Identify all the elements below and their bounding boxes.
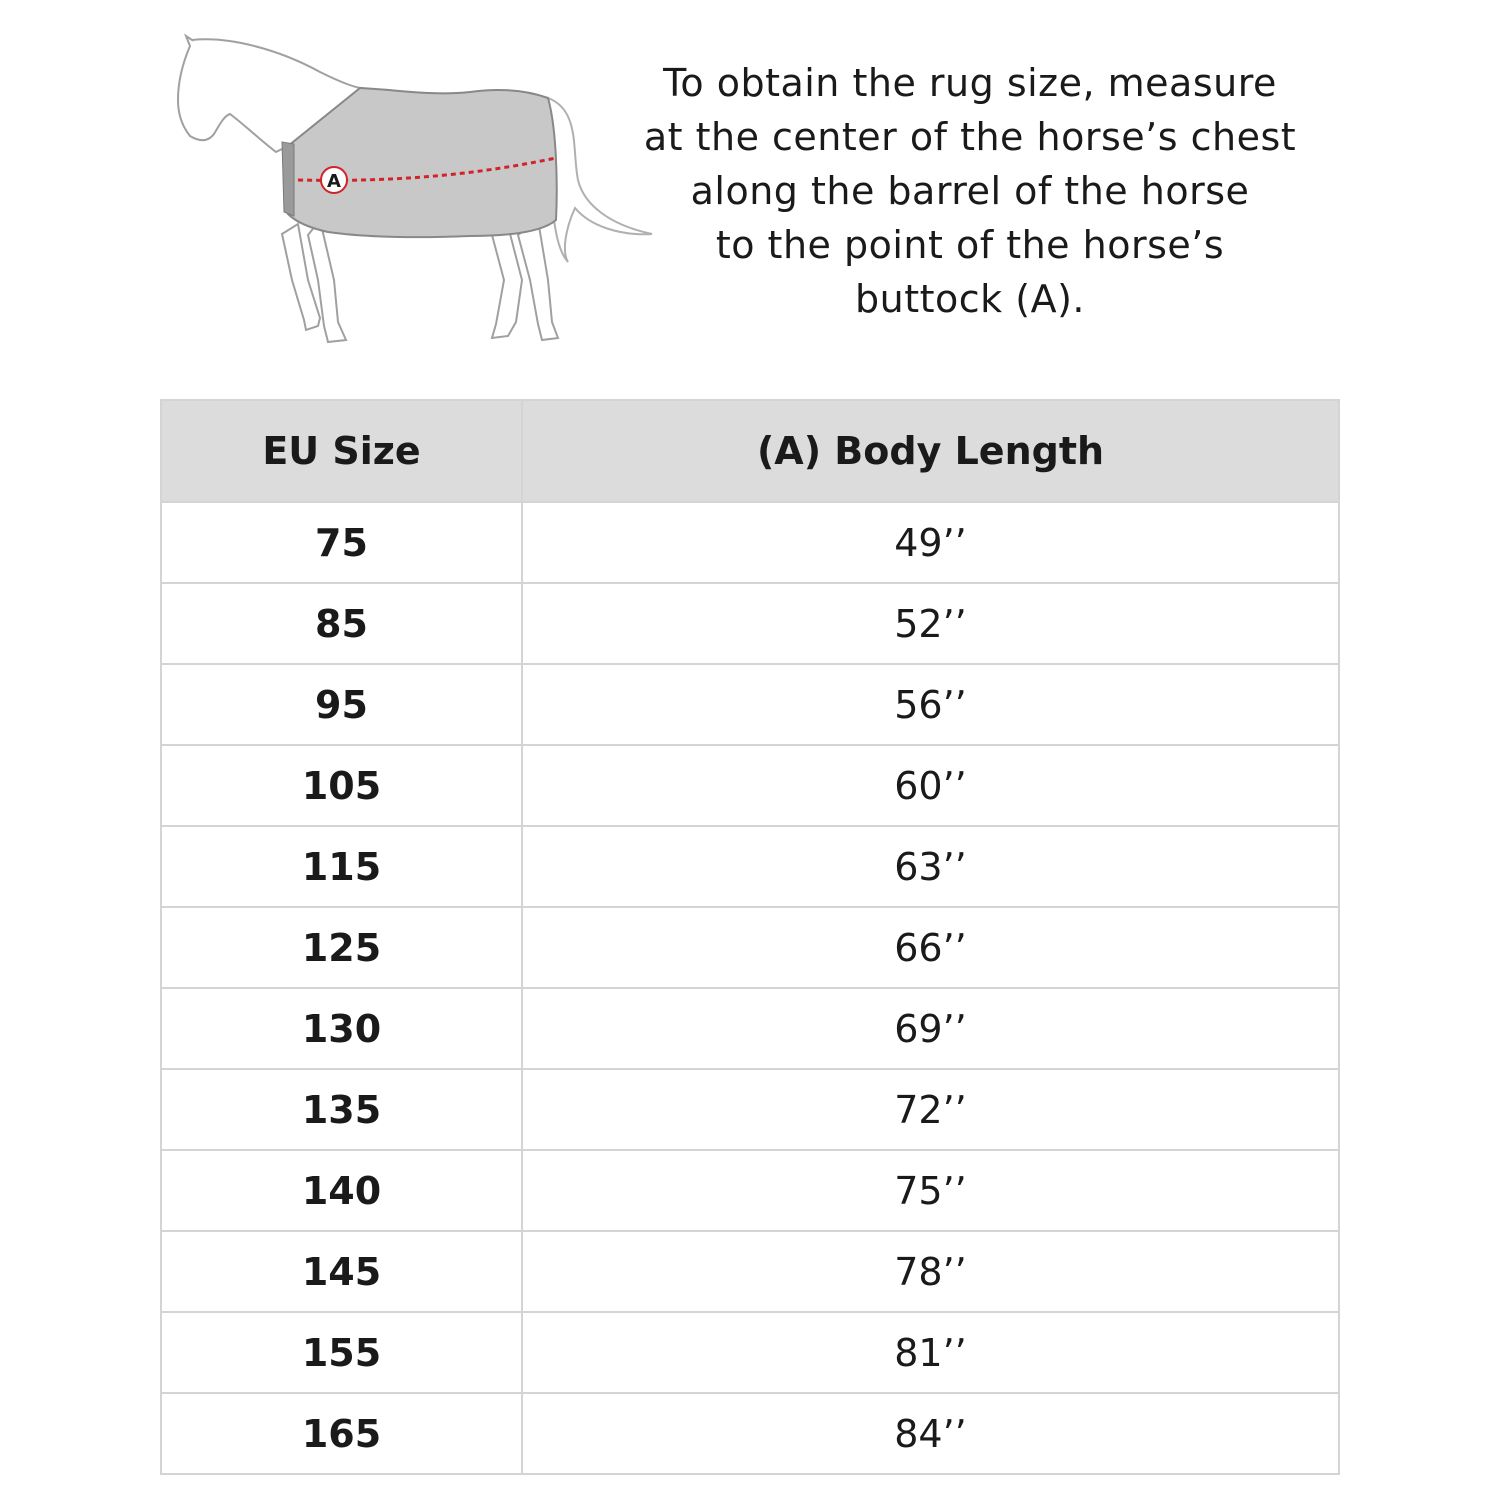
cell-body-length: 52’’: [522, 583, 1339, 664]
table-row: [161, 907, 1339, 988]
instruction-line: buttock (A).: [855, 277, 1085, 321]
table-row: [161, 988, 1339, 1069]
measurement-instructions: [620, 56, 1320, 326]
cell-body-length: 72’’: [522, 1069, 1339, 1150]
cell-body-length: 56’’: [522, 664, 1339, 745]
instruction-line: at the center of the horse’s chest: [643, 115, 1297, 159]
instruction-line: along the barrel of the horse: [690, 169, 1250, 213]
cell-eu-size: 165: [161, 1393, 522, 1474]
cell-body-length: 66’’: [522, 907, 1339, 988]
cell-body-length: 60’’: [522, 745, 1339, 826]
cell-body-length: 81’’: [522, 1312, 1339, 1393]
table-row: [161, 1231, 1339, 1312]
cell-eu-size: 125: [161, 907, 522, 988]
table-row: [161, 1069, 1339, 1150]
table-row: [161, 583, 1339, 664]
cell-eu-size: 85: [161, 583, 522, 664]
cell-body-length: 63’’: [522, 826, 1339, 907]
cell-eu-size: 95: [161, 664, 522, 745]
cell-eu-size: 130: [161, 988, 522, 1069]
horse-hind-leg-front: [492, 226, 522, 338]
cell-eu-size: 115: [161, 826, 522, 907]
horse-hind-leg-back: [518, 220, 558, 340]
size-table: [160, 399, 1340, 1475]
table-row: [161, 745, 1339, 826]
table-row: [161, 1393, 1339, 1474]
cell-eu-size: 105: [161, 745, 522, 826]
header-body-length: (A) Body Length: [522, 400, 1339, 502]
instruction-line: To obtain the rug size, measure: [663, 61, 1277, 105]
marker-label: A: [327, 171, 341, 192]
cell-eu-size: 145: [161, 1231, 522, 1312]
header-eu-size: EU Size: [161, 400, 522, 502]
table-row: [161, 502, 1339, 583]
cell-eu-size: 155: [161, 1312, 522, 1393]
cell-body-length: 69’’: [522, 988, 1339, 1069]
table-row: [161, 664, 1339, 745]
horse-rug-illustration: [170, 30, 660, 360]
rug-chest-band: [282, 142, 294, 216]
cell-eu-size: 135: [161, 1069, 522, 1150]
cell-eu-size: 140: [161, 1150, 522, 1231]
cell-body-length: 84’’: [522, 1393, 1339, 1474]
table-header-row: [161, 400, 1339, 502]
instruction-line: to the point of the horse’s: [715, 223, 1225, 267]
cell-body-length: 49’’: [522, 502, 1339, 583]
cell-body-length: 78’’: [522, 1231, 1339, 1312]
table-row: [161, 1150, 1339, 1231]
cell-body-length: 75’’: [522, 1150, 1339, 1231]
table-row: [161, 826, 1339, 907]
cell-eu-size: 75: [161, 502, 522, 583]
table-row: [161, 1312, 1339, 1393]
